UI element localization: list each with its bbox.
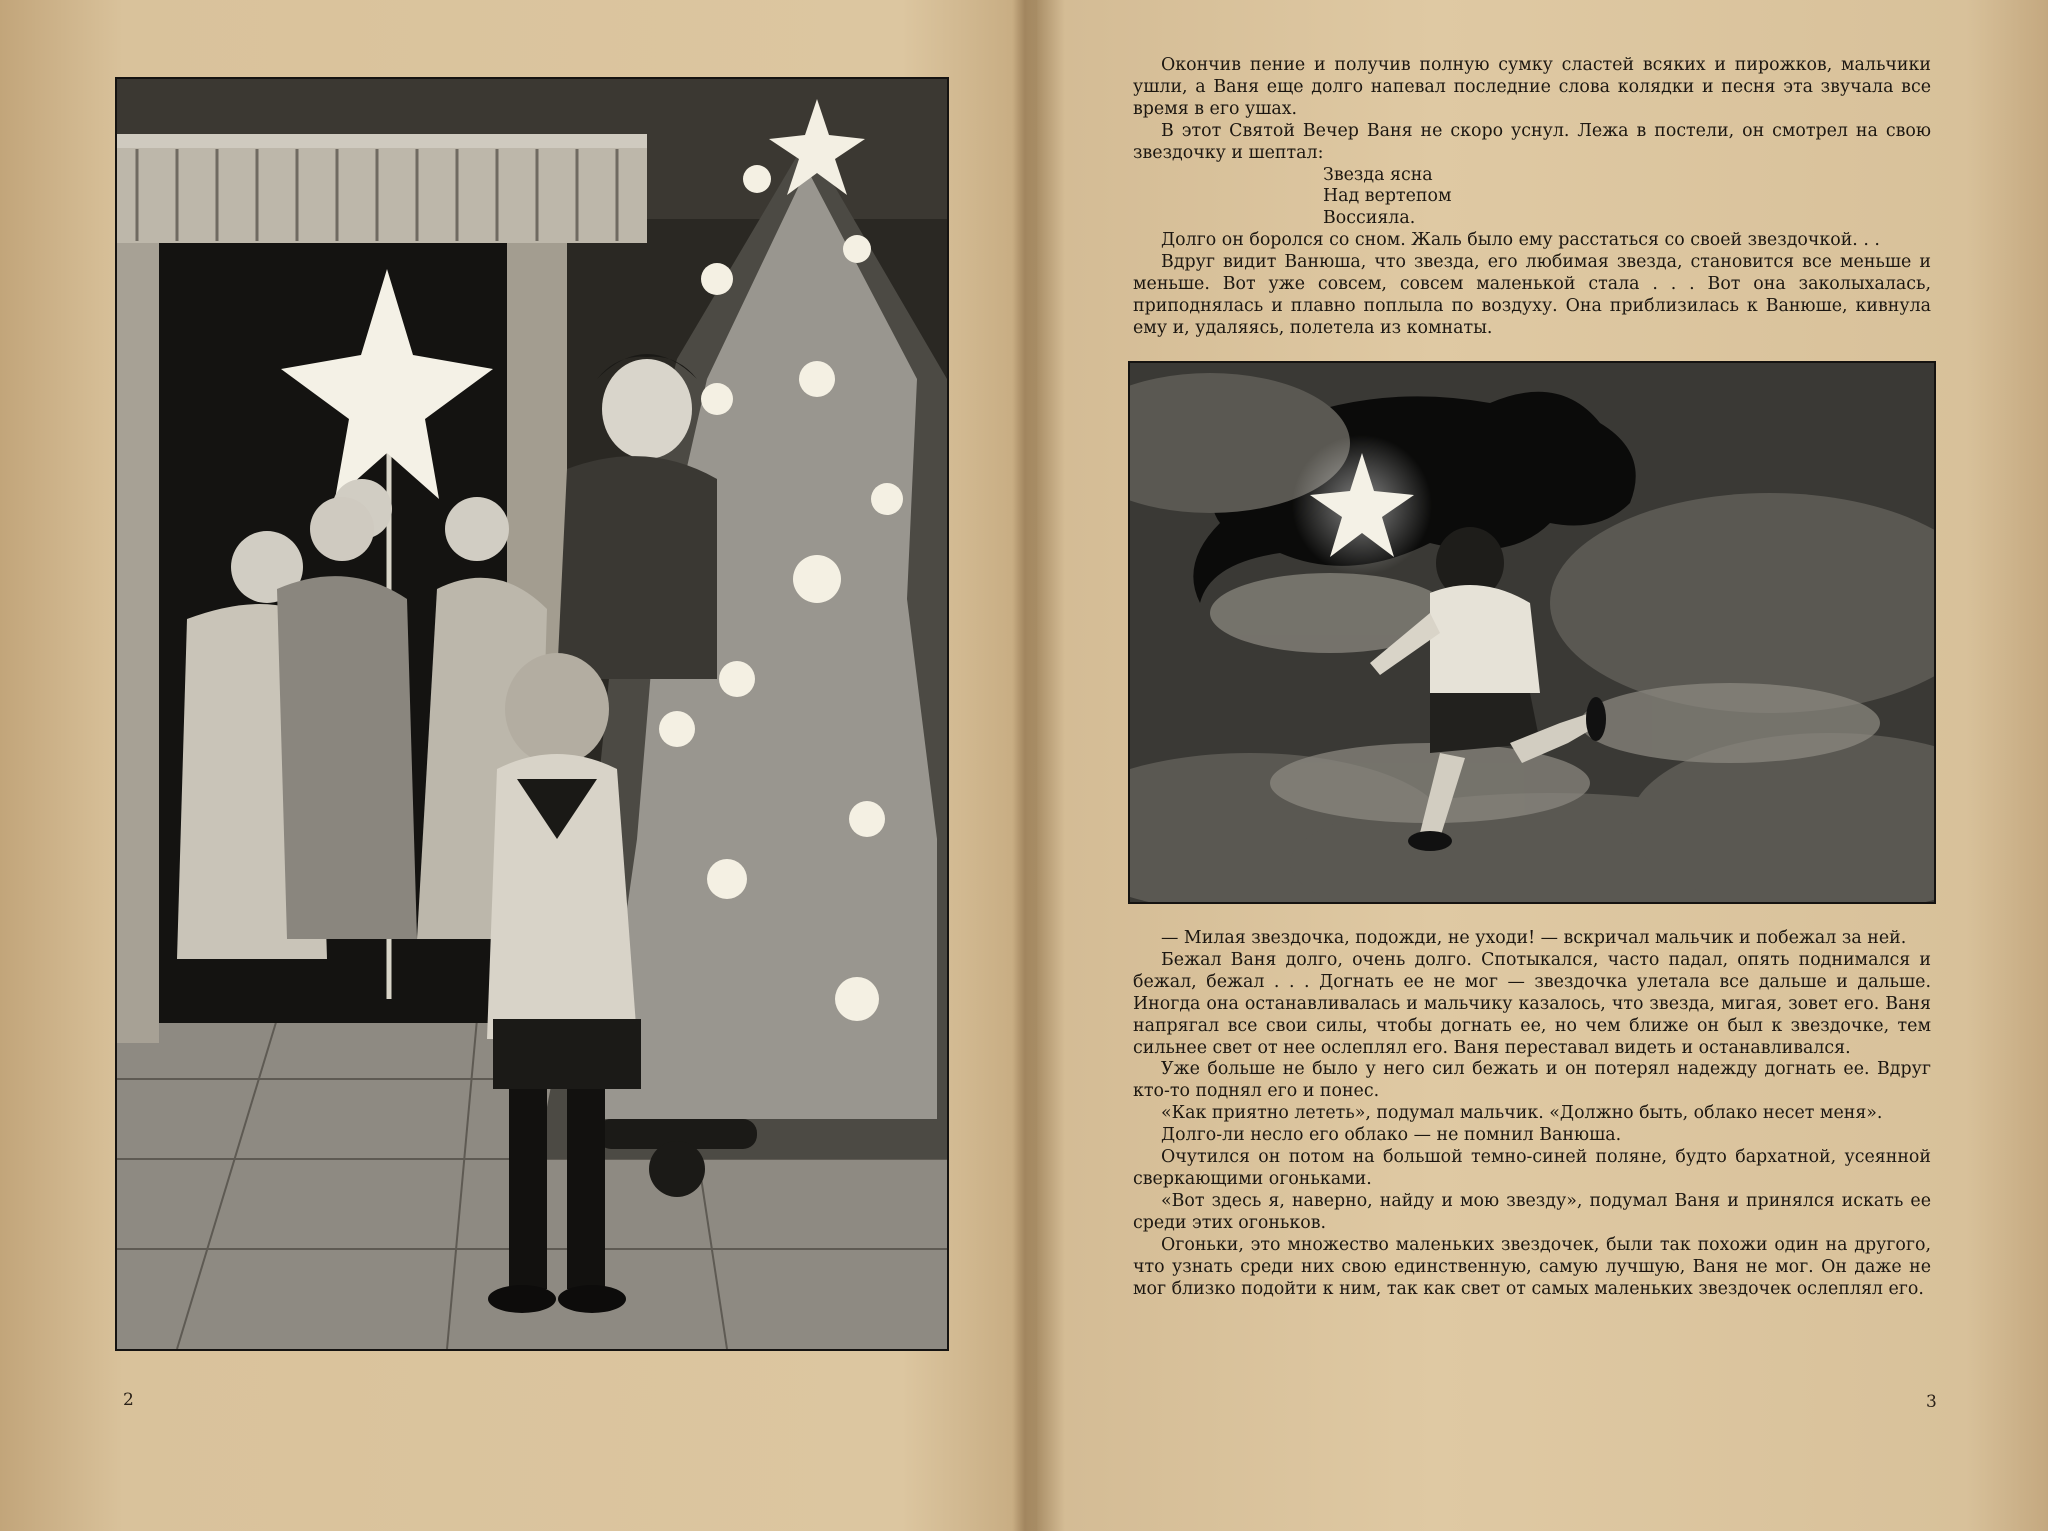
paragraph: Долго-ли несло его облако — не помнил Ванюша.: [1161, 1125, 1622, 1146]
paragraph: В этот Святой Вечер Ваня не скоро уснул. Лежа в постели, он смотрел на свою звездочку и шептал:: [1133, 120, 1931, 163]
paragraph: Окончив пение и получив полную сумку сластей всяких и пирожков, мальчики ушли, а Ваня еще долго напевал последние слова колядки и песня эта звучала все время в его ушах.: [1133, 55, 1931, 119]
paragraph: Очутился он потом на большой темно-синей поляне, будто бархатной, усеянной сверкающими огоньками.: [1133, 1147, 1931, 1189]
paragraph: «Вот здесь я, наверно, найду и мою звезду», подумал Ваня и принялся искать ее среди этих огоньков.: [1133, 1190, 1931, 1233]
illustration-carolers: [115, 77, 949, 1351]
paragraph: «Как приятно лететь», подумал мальчик. «Должно быть, облако несет меня».: [1161, 1103, 1883, 1124]
page-number-left: 2: [123, 1390, 134, 1410]
illustration-star-chase: [1128, 361, 1936, 904]
paragraph: Уже больше не было у него сил бежать и он потерял надежду догнать ее. Вдруг кто-то поднял его и понес.: [1133, 1059, 1931, 1102]
star-chase-scene-graphic: [1130, 363, 1934, 902]
paragraph: Бежал Ваня долго, очень долго. Спотыкался, часто падал, опять поднимался и бежал, бежал . . . Догнать ее не мог — звездочка улетала все дальше и дальше. Иногда она останавливалась и мальчику казалось, что звезда, мигая, зовет его. Ваня напрягал все свои силы, чтобы догнать ее, но чем ближе он был к звездочке, тем сильнее свет от нее ослеплял его. Ваня переставал видеть и останавливался.: [1133, 949, 1931, 1058]
carolers-scene-graphic: [117, 79, 947, 1349]
left-page: [0, 0, 1020, 1531]
paragraph: Долго он боролся со сном. Жаль было ему расстаться со своей звездочкой. . .: [1161, 230, 1880, 251]
poem-line: Звезда ясна: [1323, 164, 1433, 185]
poem-line: Над вертепом: [1323, 186, 1452, 207]
carol-poem: [1323, 165, 1931, 231]
paragraph: Огоньки, это множество маленьких звездочек, были так похожи один на другого, что узнать среди них свою единственную, самую лучшую, Ваня не мог. Он даже не мог близко подойти к ним, так как свет от самых маленьких звездочек ослеплял его.: [1133, 1234, 1931, 1299]
bottom-text-block: [1133, 928, 1931, 1300]
paragraph: Вдруг видит Ванюша, что звезда, его любимая звезда, становится все меньше и меньше. Вот уже совсем, совсем маленькой стала . . . Вот она заколыхалась, приподнялась и плавно поплыла по воздуху. Она приблизилась к Ванюше, кивнула ему и, удаляясь, полетела из комнаты.: [1133, 252, 1931, 338]
top-text-block: [1133, 55, 1931, 340]
page-number-right: 3: [1926, 1392, 1937, 1412]
poem-line: Воссияла.: [1323, 208, 1416, 229]
paragraph: — Милая звездочка, подожди, не уходи! — вскричал мальчик и побежал за ней.: [1161, 928, 1907, 948]
